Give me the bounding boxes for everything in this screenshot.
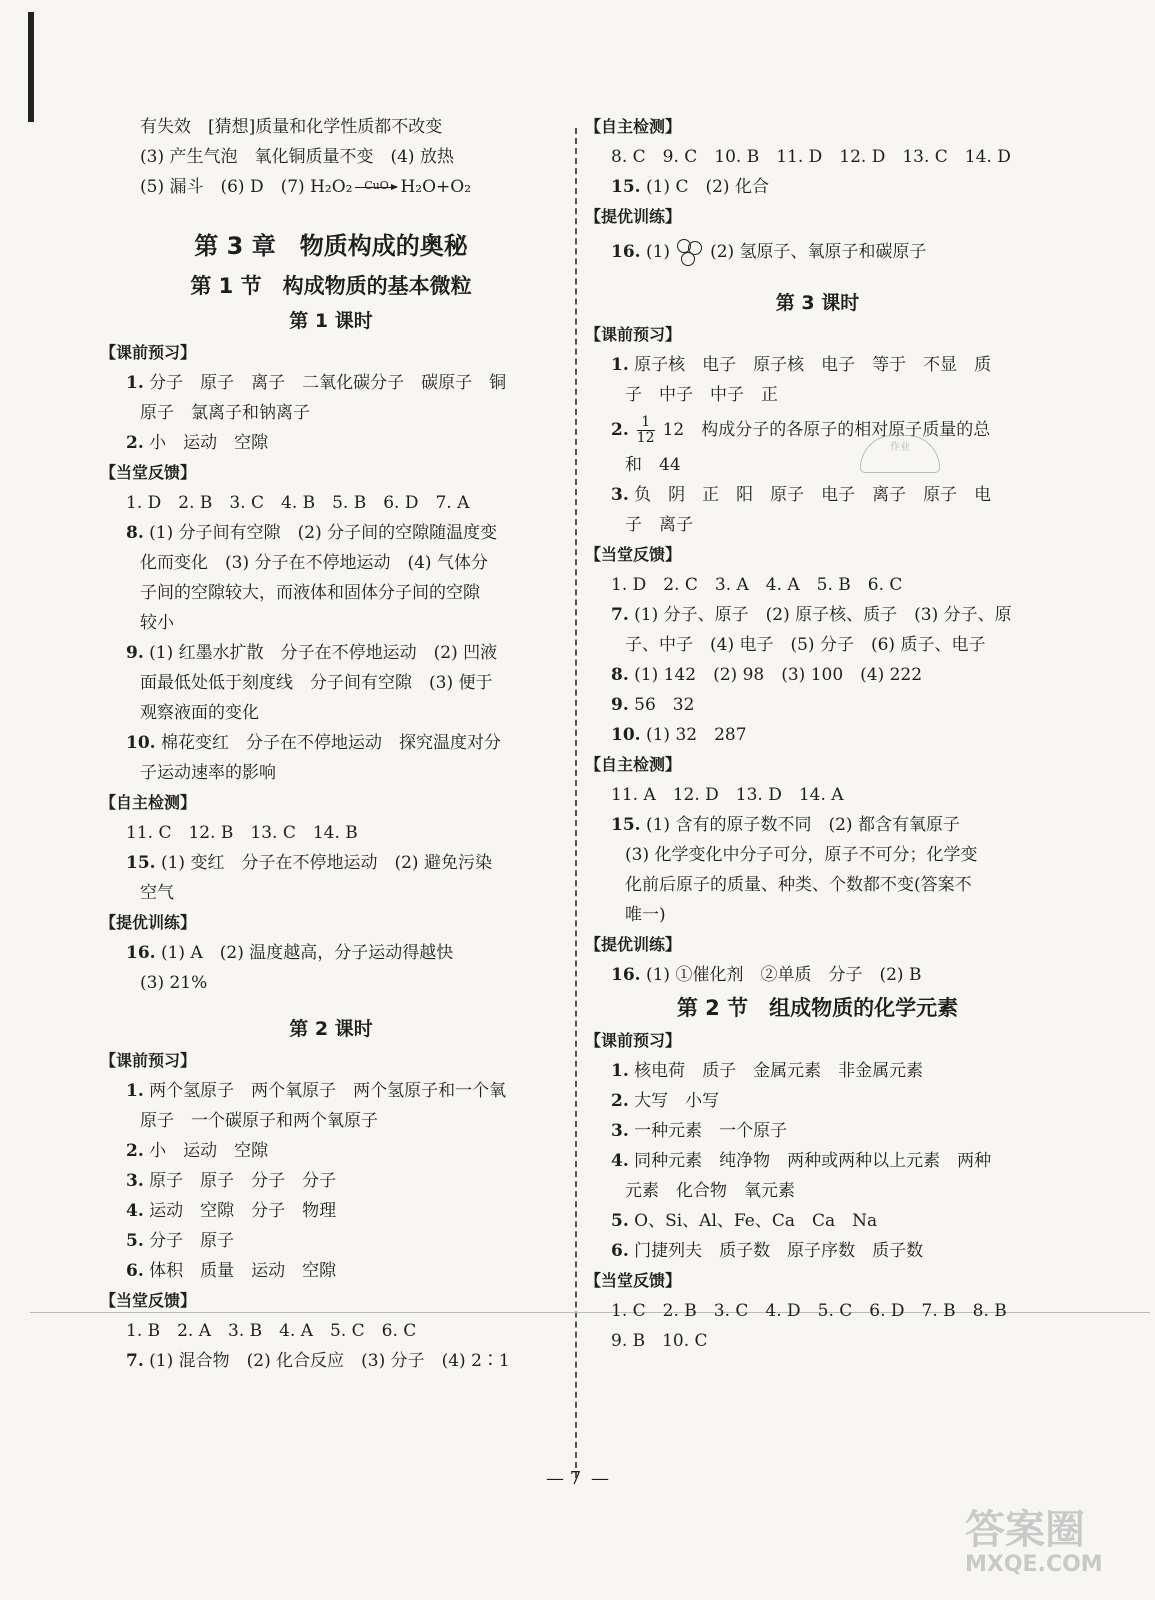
chapter-title: 第 3 章 物质构成的奥秘 [194, 232, 468, 260]
lesson-title: 第 3 课时 [775, 292, 860, 314]
section-header: 【自主检测】 [100, 793, 197, 812]
answer-item: 15. (1) C (2) 化合 [611, 177, 769, 197]
answer-item: 化前后原子的质量、种类、个数都不变(答案不 [625, 875, 972, 895]
answer-item: 5. 分子 原子 [126, 1231, 235, 1251]
answer-item: 2. 大写 小写 [611, 1091, 720, 1111]
section-header: 【课前预习】 [585, 325, 682, 344]
right-column [585, 112, 1050, 1356]
answer-item: 9. 56 32 [611, 695, 695, 715]
molecule-model-icon [674, 238, 702, 268]
fraction: $\frac{1}{12}$ [636, 414, 655, 446]
answer-item: 1. C 2. B 3. C 4. D 5. C 6. D 7. B 8. B [611, 1301, 1007, 1321]
answer-item: 较小 [140, 613, 174, 633]
answer-item: 子、中子 (4) 电子 (5) 分子 (6) 质子、电子 [625, 635, 986, 655]
answer-item: 8. (1) 142 (2) 98 (3) 100 (4) 222 [611, 665, 923, 685]
answer-item: 1. D 2. C 3. A 4. A 5. B 6. C [611, 575, 903, 595]
answer-item: 1. 原子核 电子 原子核 电子 等于 不显 质 [611, 355, 992, 375]
answer-item: 16. (1) A (2) 温度越高，分子运动得越快 [126, 943, 454, 963]
answer-item: (3) 化学变化中分子可分，原子不可分；化学变 [625, 845, 978, 865]
answer-item: 7. (1) 混合物 (2) 化合反应 (3) 分子 (4) 2∶1 [126, 1351, 510, 1371]
section-header: 【课前预习】 [100, 1051, 197, 1070]
section-header: 【当堂反馈】 [585, 1271, 682, 1290]
answer-item: 16. (1) (2) 氢原子、氧原子和碳原子 [585, 232, 1050, 272]
answer-item: 7. (1) 分子、原子 (2) 原子核、质子 (3) 分子、原 [611, 605, 1012, 625]
answer-item: 和 44 [625, 455, 681, 475]
section-header: 【提优训练】 [585, 935, 682, 954]
column-divider [575, 128, 577, 1478]
watermark-logo: 答案圈 MXQE.COM [965, 1507, 1103, 1577]
section-header: 【当堂反馈】 [100, 463, 197, 482]
answer-item: 子 中子 中子 正 [625, 385, 778, 405]
answer-item: 1. 核电荷 质子 金属元素 非金属元素 [611, 1061, 924, 1081]
answer-item: 11. A 12. D 13. D 14. A [611, 785, 844, 805]
answer-item: 9. B 10. C [611, 1331, 708, 1351]
answer-item: 唯一) [625, 905, 666, 925]
answer-item: (3) 21% [140, 973, 208, 993]
answer-item: 空气 [140, 883, 174, 903]
section-header: 【当堂反馈】 [585, 545, 682, 564]
section-header: 【当堂反馈】 [100, 1291, 197, 1310]
answer-item: 3. 原子 原子 分子 分子 [126, 1171, 337, 1191]
section-title: 第 2 节 组成物质的化学元素 [676, 996, 959, 1020]
lesson-title: 第 1 课时 [289, 310, 373, 332]
answer-item: 10. 棉花变红 分子在不停地运动 探究温度对分 [126, 733, 501, 753]
section-header: 【提优训练】 [585, 207, 682, 226]
homework-stamp: 作业 [860, 435, 940, 473]
answer-item: 1. D 2. B 3. C 4. B 5. B 6. D 7. A [126, 493, 470, 513]
answer-item: 8. (1) 分子间有空隙 (2) 分子间的空隙随温度变 [126, 523, 498, 543]
answer-item: 10. (1) 32 287 [611, 725, 747, 745]
answer-item: 2. $\frac{1}{12}$ 12 构成分子的各原子的相对原子质量的总 [611, 414, 991, 446]
continued-answer: 有失效 [猜想]质量和化学性质都不改变 [140, 117, 443, 137]
answer-item: 11. C 12. B 13. C 14. B [126, 823, 358, 843]
section-header: 【课前预习】 [100, 343, 197, 362]
section-header: 【提优训练】 [100, 913, 197, 932]
answer-item: 2. 小 运动 空隙 [126, 433, 269, 453]
answer-item: 6. 体积 质量 运动 空隙 [126, 1261, 337, 1281]
answer-item: 元素 化合物 氧元素 [625, 1181, 795, 1201]
page-number: — 7 — [546, 1468, 609, 1489]
section-header: 【自主检测】 [585, 755, 682, 774]
left-column [100, 112, 562, 1376]
answer-item: 1. 分子 原子 离子 二氧化碳分子 碳原子 铜 [126, 373, 507, 393]
answer-item: 16. (1) ①催化剂 ②单质 分子 (2) B [611, 965, 922, 985]
binder-edge [28, 12, 34, 122]
answer-item: 原子 一个碳原子和两个氧原子 [140, 1111, 378, 1131]
answer-item: 子间的空隙较大，而液体和固体分子间的空隙 [140, 583, 480, 603]
answer-item: 子运动速率的影响 [140, 763, 276, 783]
continued-answer: (3) 产生气泡 氧化铜质量不变 (4) 放热 [140, 147, 454, 167]
section-header: 【自主检测】 [585, 117, 682, 136]
answer-item: 15. (1) 变红 分子在不停地运动 (2) 避免污染 [126, 853, 492, 873]
answer-item: 化而变化 (3) 分子在不停地运动 (4) 气体分 [140, 553, 488, 573]
answer-item: 观察液面的变化 [140, 703, 259, 723]
continued-answer: (5) 漏斗 (6) D (7) H₂O₂ CuO H₂O+O₂ [140, 177, 472, 197]
reaction-arrow: CuO [355, 187, 397, 188]
answer-item: 8. C 9. C 10. B 11. D 12. D 13. C 14. D [611, 147, 1011, 167]
answer-item: 6. 门捷列夫 质子数 原子序数 质子数 [611, 1241, 924, 1261]
answer-item: 面最低处低于刻度线 分子间有空隙 (3) 便于 [140, 673, 493, 693]
lesson-title: 第 2 课时 [289, 1018, 373, 1040]
answer-item: 原子 氯离子和钠离子 [140, 403, 310, 423]
answer-item: 1. 两个氢原子 两个氧原子 两个氢原子和一个氧 [126, 1081, 507, 1101]
answer-item: 15. (1) 含有的原子数不同 (2) 都含有氧原子 [611, 815, 960, 835]
answer-item: 3. 一种元素 一个原子 [611, 1121, 788, 1141]
answer-item: 9. (1) 红墨水扩散 分子在不停地运动 (2) 凹液 [126, 643, 498, 663]
answer-item: 1. B 2. A 3. B 4. A 5. C 6. C [126, 1321, 417, 1341]
section-header: 【课前预习】 [585, 1031, 682, 1050]
section-title: 第 1 节 构成物质的基本微粒 [190, 274, 472, 298]
answer-item: 5. O、Si、Al、Fe、Ca Ca Na [611, 1211, 878, 1231]
answer-item: 4. 运动 空隙 分子 物理 [126, 1201, 337, 1221]
answer-item: 4. 同种元素 纯净物 两种或两种以上元素 两种 [611, 1151, 992, 1171]
answer-item: 子 离子 [625, 515, 693, 535]
answer-item: 3. 负 阴 正 阳 原子 电子 离子 原子 电 [611, 485, 992, 505]
answer-item: 2. 小 运动 空隙 [126, 1141, 269, 1161]
